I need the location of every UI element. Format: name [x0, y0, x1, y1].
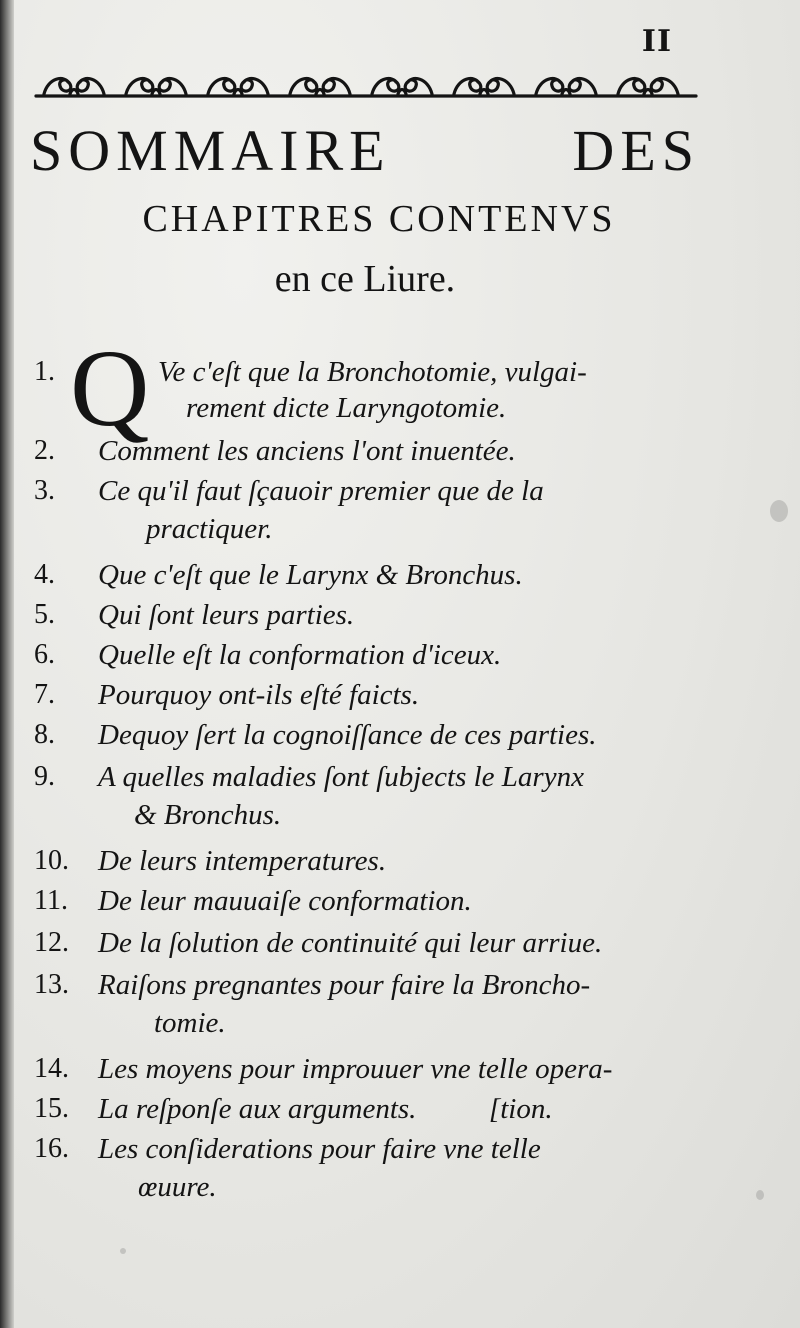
toc-item-text: Raiſons pregnantes pour faire la Broncho- [98, 969, 591, 1001]
toc-item-number: 5. [34, 599, 55, 630]
page-binding-edge [0, 0, 14, 1328]
page-subtitle-line1: CHAPITRES CONTENVS [142, 198, 616, 240]
toc-item-text-continuation: practiquer. [146, 513, 273, 545]
paper-stain [756, 1190, 764, 1200]
toc-item-number: 15. [34, 1093, 69, 1124]
toc-item-number: 2. [34, 435, 55, 466]
toc-item-text: Les moyens pour improuuer vne telle opera- [98, 1053, 613, 1085]
drop-cap-letter: Q [70, 327, 150, 449]
toc-item-text: La reſponſe aux arguments. [tion. [98, 1093, 553, 1125]
toc-item-text-continuation: tomie. [154, 1007, 226, 1039]
toc-item-number: 11. [34, 885, 68, 916]
toc-item-text: A quelles maladies ſont ſubjects le Larynx [98, 761, 584, 793]
paper-stain [770, 500, 788, 522]
toc-item-text: Ve c'eſt que la Bronchotomie, vulgai- [158, 356, 587, 388]
toc-item-number: 14. [34, 1053, 69, 1084]
toc-item-text: Quelle eſt la conformation d'iceux. [98, 639, 502, 671]
toc-item-text: Ce qu'il faut ſçauoir premier que de la [98, 475, 544, 507]
toc-item-text: Dequoy ſert la cognoiſſance de ces parties. [98, 719, 597, 751]
paper-stain [120, 1248, 126, 1254]
toc-item-text-continuation: & Bronchus. [134, 799, 282, 831]
toc-item-text: Que c'eſt que le Larynx & Bronchus. [98, 559, 523, 591]
toc-item-number: 8. [34, 719, 55, 750]
page-number: II [641, 24, 672, 59]
toc-item-text: Comment les anciens l'ont inuentée. [98, 435, 516, 467]
toc-item-number: 6. [34, 639, 55, 670]
toc-item-number: 7. [34, 679, 55, 710]
page-title: SOMMAIRE DES [30, 118, 700, 183]
toc-item-number: 16. [34, 1133, 69, 1164]
toc-item-number: 12. [34, 927, 69, 958]
toc-item-number: 10. [34, 845, 69, 876]
toc-item-text: De leurs intemperatures. [98, 845, 387, 877]
toc-item-number: 4. [34, 559, 55, 590]
toc-item-text: Les conſiderations pour faire vne telle [98, 1133, 541, 1165]
toc-item-text: Qui ſont leurs parties. [98, 599, 355, 631]
page-subtitle-line2: en ce Liure. [274, 258, 456, 300]
toc-item-text: De la ſolution de continuité qui leur arriue. [98, 927, 603, 959]
toc-item-number: 1. [34, 356, 55, 387]
ornamental-border [34, 64, 698, 104]
toc-item-number: 9. [34, 761, 55, 792]
toc-item-text-continuation: œuure. [138, 1171, 217, 1203]
toc-item-text: De leur mauuaiſe conformation. [98, 885, 472, 917]
toc-item-text: Pourquoy ont-ils eſté faicts. [98, 679, 420, 711]
toc-item-text-continuation: rement dicte Laryngotomie. [186, 392, 507, 424]
toc-item-number: 13. [34, 969, 69, 1000]
toc-item-number: 3. [34, 475, 55, 506]
